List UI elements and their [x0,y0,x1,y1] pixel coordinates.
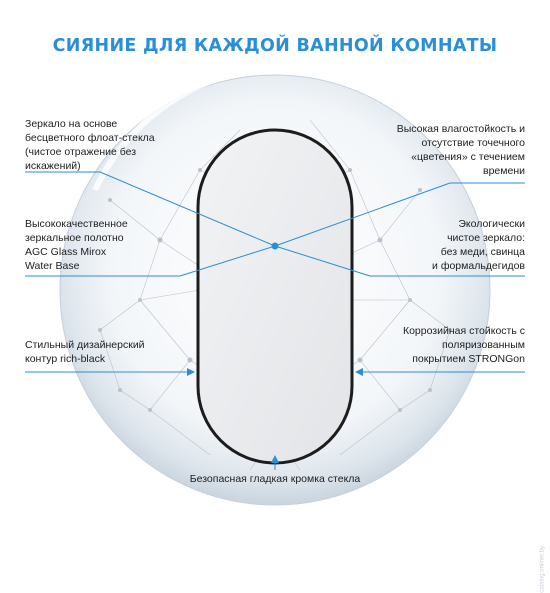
feature-moisture-resistance [335,122,525,178]
feature-safe-edge-text: Безопасная гладкая кромка стекла [189,473,361,485]
feature-agc-mirox-text: Высококачественное зеркальное полотно AGC Glass Mirox Water Base [25,218,128,272]
center-point-marker [272,243,279,250]
feature-safe-edge [100,472,450,486]
feature-rich-black-text: Стильный дизайнерский контур rich-black [25,339,145,365]
page-title: СИЯНИЕ ДЛЯ КАЖДОЙ ВАННОЙ КОМНАТЫ [52,36,498,56]
feature-moisture-resistance-text: Высокая влагостойкость и отсутствие точечного «цветения» с течением времени [396,123,525,177]
feature-float-glass-text: Зеркало на основе бесцветного флоат-стекла (чистое отражение без искажений) [25,118,155,172]
feature-eco-mirror-text: Экологически чистое зеркало: без меди, свинца и формальдегидов [432,218,525,272]
feature-eco-mirror [355,217,525,273]
feature-float-glass [25,117,215,173]
feature-agc-mirox [25,217,195,273]
feature-corrosion [335,324,525,366]
watermark: catalog.onliner.by [540,546,546,593]
mirror-capsule [198,130,352,463]
feature-corrosion-text: Коррозийная стойкость с поляризованным покрытием STRONGon [402,325,525,365]
feature-rich-black [25,338,215,366]
